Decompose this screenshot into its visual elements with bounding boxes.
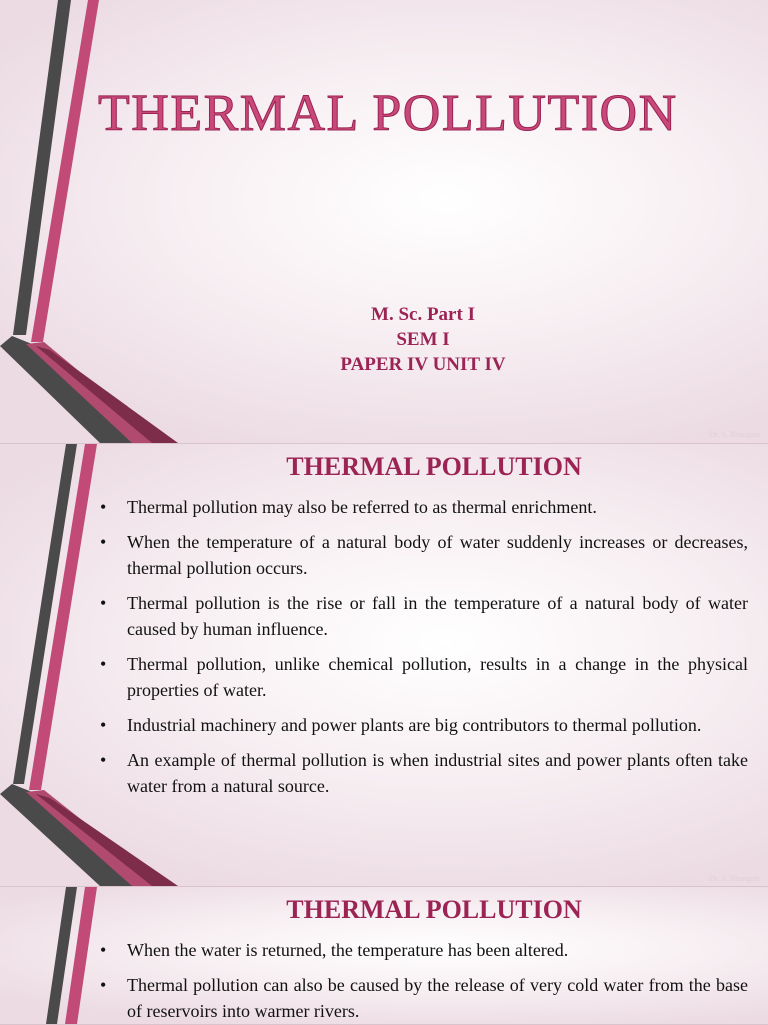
subtitle-course: M. Sc. Part I xyxy=(371,304,475,325)
list-item: • Thermal pollution can also be caused by the release of very cold water from the base of reservoirs into warmer rivers. xyxy=(100,972,748,1024)
subtitle-block xyxy=(268,302,578,377)
subtitle-semester: SEM I xyxy=(396,329,450,350)
presentation-title: THERMAL POLLUTION xyxy=(98,85,678,142)
slide-title: THERMAL POLLUTION xyxy=(286,895,582,924)
list-item: • Thermal pollution may also be referred to as thermal enrichment. xyxy=(100,494,748,520)
list-item: • Thermal pollution is the rise or fall in the temperature of a natural body of water caused by human influence. xyxy=(100,590,748,642)
list-item: • An example of thermal pollution is when industrial sites and power plants often take water from a natural source. xyxy=(100,747,748,799)
list-item: • Thermal pollution, unlike chemical pollution, results in a change in the physical properties of water. xyxy=(100,651,748,703)
list-item: • When the water is returned, the temperature has been altered. xyxy=(100,937,748,963)
list-item: • Industrial machinery and power plants are big contributors to thermal pollution. xyxy=(100,712,748,738)
subtitle-paper: PAPER IV UNIT IV xyxy=(340,354,506,375)
slide-3 xyxy=(0,887,768,1025)
author-credit: Dr. S. Bhangale xyxy=(709,430,760,439)
slide-decoration xyxy=(0,0,180,443)
slide-title: THERMAL POLLUTION xyxy=(286,452,582,481)
author-credit: Dr. S. Bhangale xyxy=(709,874,760,883)
slide-1 xyxy=(0,0,768,444)
bullet-list xyxy=(100,937,748,1025)
list-item: • When the temperature of a natural body of water suddenly increases or decreases, thermal pollution occurs. xyxy=(100,529,748,581)
slide-2 xyxy=(0,444,768,887)
bullet-list xyxy=(100,494,748,808)
